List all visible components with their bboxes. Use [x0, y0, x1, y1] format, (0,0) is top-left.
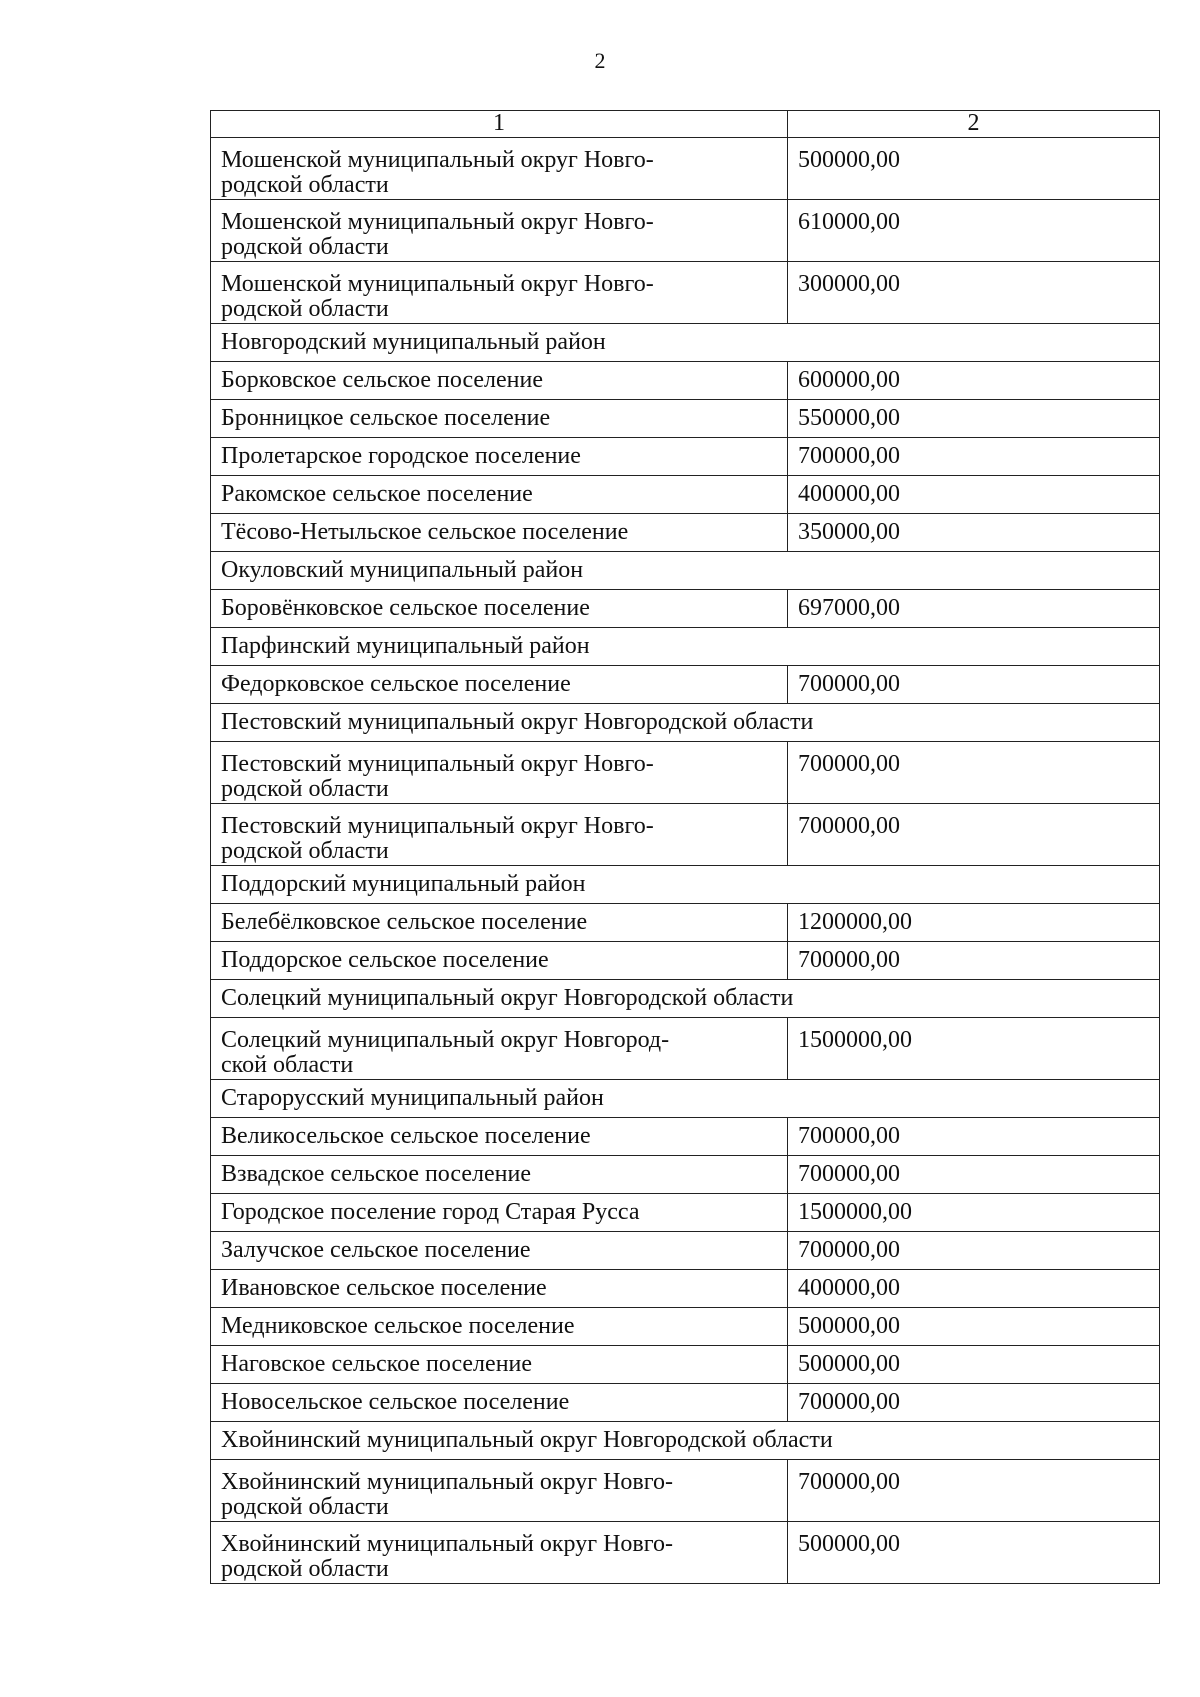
- amount-cell: 700000,00: [788, 742, 1160, 804]
- section-row: [211, 628, 1160, 666]
- recipient-name: [211, 942, 788, 980]
- section-title: Солецкий муниципальный округ Новгородской области: [211, 980, 1160, 1018]
- recipient-name: [211, 1118, 788, 1156]
- amount-cell: 550000,00: [788, 400, 1160, 438]
- table-row: [211, 1346, 1160, 1384]
- recipient-name-line: Боровёнковское сельское поселение: [221, 595, 590, 621]
- table-header-row: [211, 111, 1160, 138]
- amount-cell: 350000,00: [788, 514, 1160, 552]
- amount-cell: 700000,00: [788, 1156, 1160, 1194]
- amount-cell: 1500000,00: [788, 1194, 1160, 1232]
- recipient-name: [211, 1522, 788, 1584]
- recipient-name: [211, 1232, 788, 1270]
- recipient-name: [211, 1156, 788, 1194]
- amount-cell: 400000,00: [788, 476, 1160, 514]
- recipient-name-line: родской области: [221, 838, 389, 864]
- amount-cell: 700000,00: [788, 1460, 1160, 1522]
- section-title: Пестовский муниципальный округ Новгородской области: [211, 704, 1160, 742]
- recipient-name: [211, 1346, 788, 1384]
- table-row: [211, 362, 1160, 400]
- table-row: [211, 138, 1160, 200]
- amount-cell: 600000,00: [788, 362, 1160, 400]
- table-row: [211, 666, 1160, 704]
- column-header-2: 2: [788, 111, 1160, 138]
- recipient-name: [211, 362, 788, 400]
- amount-cell: 700000,00: [788, 1384, 1160, 1422]
- recipient-name: [211, 1384, 788, 1422]
- recipient-name: [211, 138, 788, 200]
- recipient-name: [211, 400, 788, 438]
- table-row: [211, 262, 1160, 324]
- amount-cell: 610000,00: [788, 200, 1160, 262]
- page-number: 2: [594, 48, 606, 73]
- recipient-name-line: Залучское сельское поселение: [221, 1237, 531, 1263]
- table-row: [211, 804, 1160, 866]
- amount-cell: 700000,00: [788, 438, 1160, 476]
- table-row: [211, 1270, 1160, 1308]
- recipient-name-line: родской области: [221, 1556, 389, 1582]
- recipient-name-line: Хвойнинский муниципальный округ Новго-: [221, 1469, 673, 1495]
- recipient-name: [211, 514, 788, 552]
- recipient-name-line: Ракомское сельское поселение: [221, 481, 533, 507]
- table-row: [211, 514, 1160, 552]
- table-row: [211, 476, 1160, 514]
- amount-cell: 700000,00: [788, 942, 1160, 980]
- recipient-name: [211, 438, 788, 476]
- recipient-name: [211, 804, 788, 866]
- recipient-name: [211, 1308, 788, 1346]
- amount-cell: 500000,00: [788, 1522, 1160, 1584]
- recipient-name-line: Великосельское сельское поселение: [221, 1123, 591, 1149]
- recipient-name: [211, 200, 788, 262]
- recipient-name-line: Пестовский муниципальный округ Новго-: [221, 813, 654, 839]
- table-row: [211, 942, 1160, 980]
- recipient-name-line: Новосельское сельское поселение: [221, 1389, 570, 1415]
- recipient-name: [211, 590, 788, 628]
- amount-cell: 700000,00: [788, 1118, 1160, 1156]
- amount-cell: 1500000,00: [788, 1018, 1160, 1080]
- table-row: [211, 1522, 1160, 1584]
- recipient-name-line: родской области: [221, 172, 389, 198]
- recipient-name-line: ской области: [221, 1052, 354, 1078]
- section-row: [211, 704, 1160, 742]
- table-row: [211, 400, 1160, 438]
- section-row: [211, 324, 1160, 362]
- amount-cell: 400000,00: [788, 1270, 1160, 1308]
- recipient-name-line: Федорковское сельское поселение: [221, 671, 571, 697]
- table-row: [211, 1384, 1160, 1422]
- section-title: Поддорский муниципальный район: [211, 866, 1160, 904]
- recipient-name-line: родской области: [221, 776, 389, 802]
- recipient-name-line: Взвадское сельское поселение: [221, 1161, 531, 1187]
- recipient-name-line: Белебёлковское сельское поселение: [221, 909, 588, 935]
- table-row: [211, 1118, 1160, 1156]
- recipient-name: [211, 1018, 788, 1080]
- recipient-name-line: Поддорское сельское поселение: [221, 947, 549, 973]
- amount-cell: 500000,00: [788, 1346, 1160, 1384]
- amount-cell: 1200000,00: [788, 904, 1160, 942]
- recipient-name-line: Медниковское сельское поселение: [221, 1313, 575, 1339]
- table-row: [211, 1232, 1160, 1270]
- allocation-table: [210, 110, 1160, 1584]
- recipient-name-line: родской области: [221, 296, 389, 322]
- section-row: [211, 1422, 1160, 1460]
- recipient-name-line: Городское поселение город Старая Русса: [221, 1199, 640, 1225]
- section-title: Хвойнинский муниципальный округ Новгородской области: [211, 1422, 1160, 1460]
- recipient-name-line: Ивановское сельское поселение: [221, 1275, 547, 1301]
- table-row: [211, 742, 1160, 804]
- recipient-name-line: Тёсово-Нетыльское сельское поселение: [221, 519, 629, 545]
- recipient-name-line: Мошенской муниципальный округ Новго-: [221, 209, 654, 235]
- recipient-name-line: родской области: [221, 1494, 389, 1520]
- section-row: [211, 1080, 1160, 1118]
- column-header-1: 1: [211, 111, 788, 138]
- amount-cell: 700000,00: [788, 666, 1160, 704]
- recipient-name-line: Хвойнинский муниципальный округ Новго-: [221, 1531, 673, 1557]
- recipient-name: [211, 476, 788, 514]
- recipient-name-line: Наговское сельское поселение: [221, 1351, 533, 1377]
- table-row: [211, 1018, 1160, 1080]
- recipient-name-line: Пролетарское городское поселение: [221, 443, 581, 469]
- amount-cell: 500000,00: [788, 138, 1160, 200]
- recipient-name: [211, 1460, 788, 1522]
- table-row: [211, 904, 1160, 942]
- recipient-name: [211, 1270, 788, 1308]
- recipient-name: [211, 904, 788, 942]
- table-row: [211, 438, 1160, 476]
- amount-cell: 300000,00: [788, 262, 1160, 324]
- amount-cell: 697000,00: [788, 590, 1160, 628]
- table-row: [211, 1156, 1160, 1194]
- section-title: Окуловский муниципальный район: [211, 552, 1160, 590]
- recipient-name-line: Солецкий муниципальный округ Новгород-: [221, 1027, 670, 1053]
- recipient-name-line: Пестовский муниципальный округ Новго-: [221, 751, 654, 777]
- section-title: Новгородский муниципальный район: [211, 324, 1160, 362]
- amount-cell: 500000,00: [788, 1308, 1160, 1346]
- recipient-name-line: Мошенской муниципальный округ Новго-: [221, 271, 654, 297]
- section-row: [211, 980, 1160, 1018]
- recipient-name: [211, 666, 788, 704]
- recipient-name: [211, 1194, 788, 1232]
- section-row: [211, 866, 1160, 904]
- recipient-name-line: Бронницкое сельское поселение: [221, 405, 551, 431]
- table-row: [211, 1460, 1160, 1522]
- recipient-name-line: родской области: [221, 234, 389, 260]
- section-title: Старорусский муниципальный район: [211, 1080, 1160, 1118]
- amount-cell: 700000,00: [788, 804, 1160, 866]
- amount-cell: 700000,00: [788, 1232, 1160, 1270]
- table-row: [211, 1308, 1160, 1346]
- table-row: [211, 200, 1160, 262]
- recipient-name: [211, 742, 788, 804]
- table-row: [211, 1194, 1160, 1232]
- section-title: Парфинский муниципальный район: [211, 628, 1160, 666]
- recipient-name-line: Мошенской муниципальный округ Новго-: [221, 147, 654, 173]
- recipient-name: [211, 262, 788, 324]
- section-row: [211, 552, 1160, 590]
- recipient-name-line: Борковское сельское поселение: [221, 367, 544, 393]
- table-row: [211, 590, 1160, 628]
